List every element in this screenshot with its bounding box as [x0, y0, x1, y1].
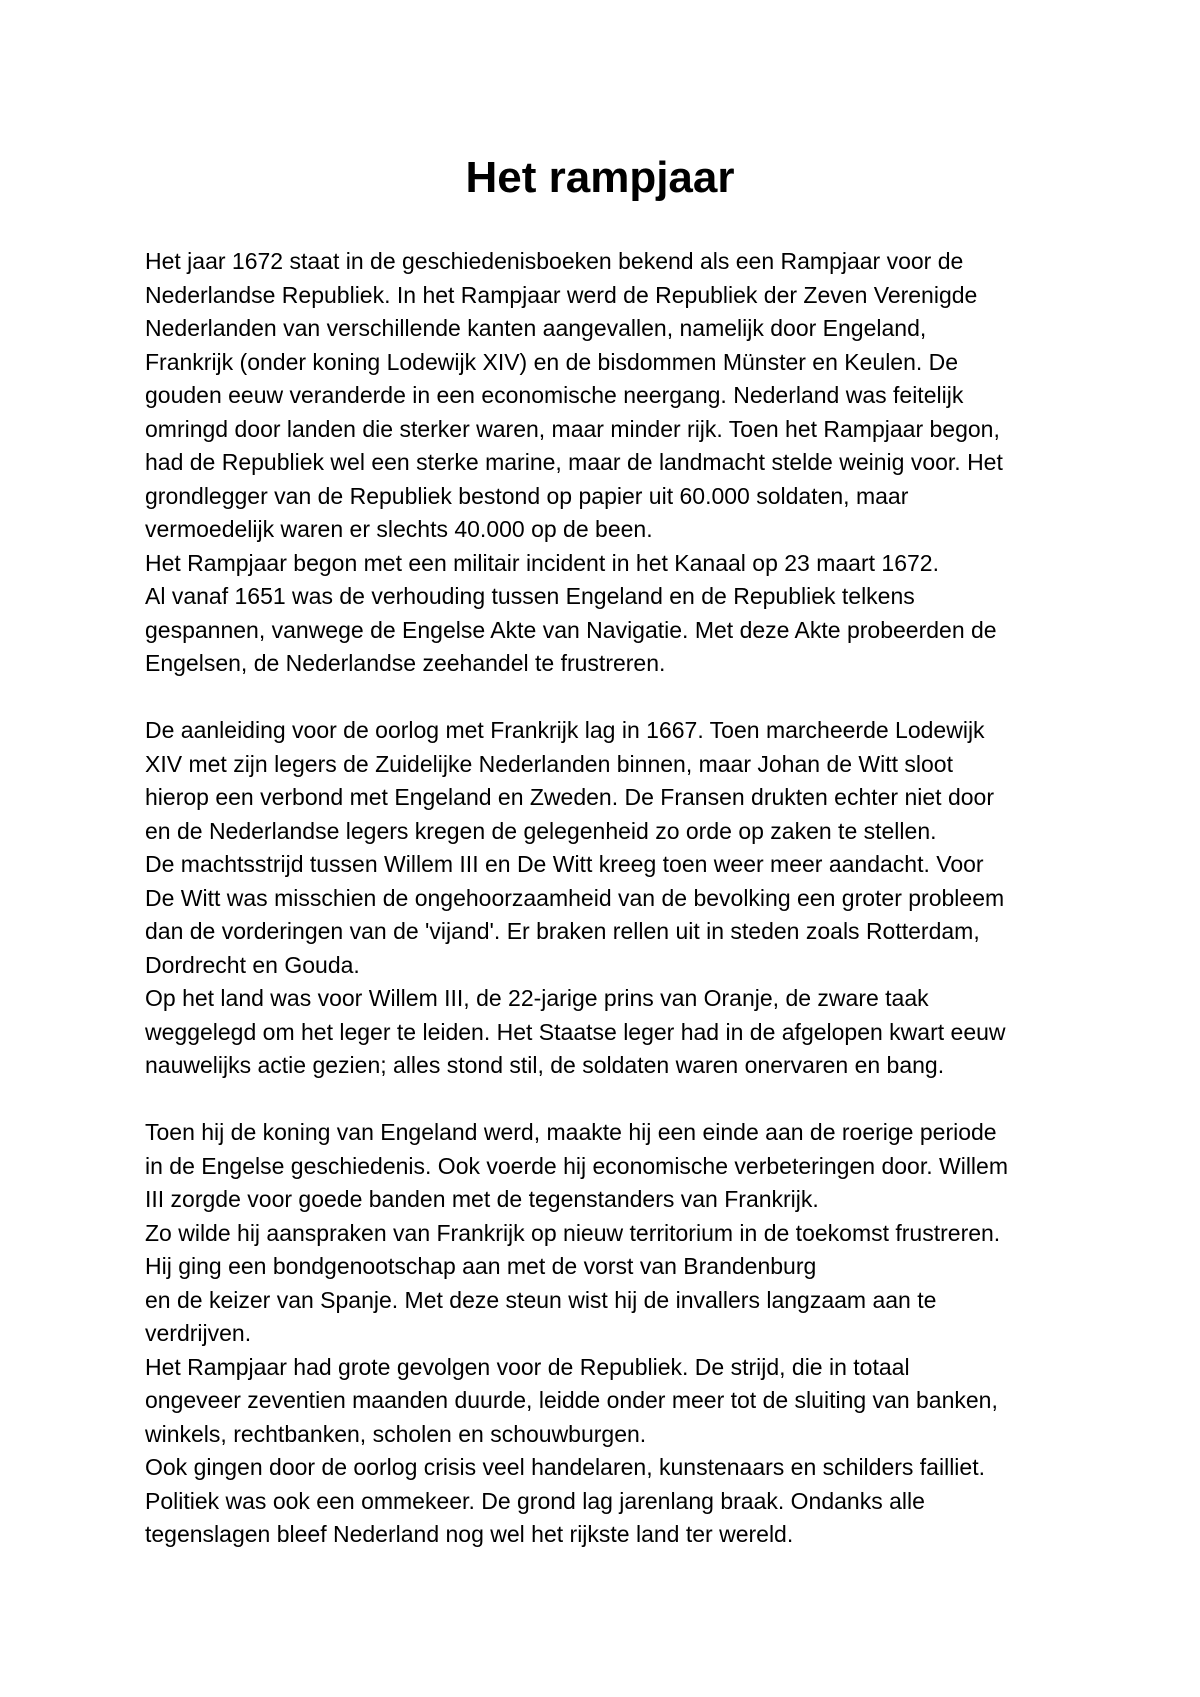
text-line: Dordrecht en Gouda. — [145, 951, 360, 978]
text-line: omringd door landen die sterker waren, maar minder rijk. Toen het Rampjaar begon, — [145, 415, 1000, 442]
text-line: XIV met zijn legers de Zuidelijke Nederlanden binnen, maar Johan de Witt sloot — [145, 750, 953, 777]
text-line: en de Nederlandse legers kregen de gelegenheid zo orde op zaken te stellen. — [145, 817, 937, 844]
text-line: in de Engelse geschiedenis. Ook voerde hij economische verbeteringen door. Willem — [145, 1152, 1008, 1179]
text-line: nauwelijks actie gezien; alles stond stil, de soldaten waren onervaren en bang. — [145, 1052, 945, 1078]
text-line: gouden eeuw veranderde in een economische neergang. Nederland was feitelijk — [145, 382, 964, 408]
text-line: verdrijven. — [145, 1320, 252, 1346]
document-title: Het rampjaar — [465, 153, 735, 202]
text-line: grondlegger van de Republiek bestond op papier uit 60.000 soldaten, maar — [145, 482, 909, 509]
text-line: ongeveer zeventien maanden duurde, leidde onder meer tot de sluiting van banken, — [145, 1387, 998, 1413]
text-line: Ook gingen door de oorlog crisis veel handelaren, kunstenaars en schilders failliet. — [145, 1454, 985, 1480]
text-line: Het Rampjaar begon met een militair incident in het Kanaal op 23 maart 1672. — [145, 549, 939, 576]
text-line: en de keizer van Spanje. Met deze steun wist hij de invallers langzaam aan te — [145, 1286, 937, 1313]
text-line: Hij ging een bondgenootschap aan met de vorst van Brandenburg — [145, 1253, 817, 1279]
text-line: De machtsstrijd tussen Willem III en De Witt kreeg toen weer meer aandacht. Voor — [145, 851, 984, 877]
text-line: tegenslagen bleef Nederland nog wel het rijkste land ter wereld. — [145, 1521, 794, 1547]
text-line: Toen hij de koning van Engeland werd, maakte hij een einde aan de roerige periode — [145, 1119, 997, 1145]
paragraph — [145, 714, 1065, 1083]
paragraph-gap — [145, 681, 1065, 715]
text-line: Nederlandse Republiek. In het Rampjaar werd de Republiek der Zeven Verenigde — [145, 281, 978, 308]
text-line: De aanleiding voor de oorlog met Frankrijk lag in 1667. Toen marcheerde Lodewijk — [145, 717, 985, 743]
document-body — [145, 245, 1065, 1552]
paragraph — [145, 1116, 1065, 1552]
text-line: hierop een verbond met Engeland en Zweden. De Fransen drukten echter niet door — [145, 784, 994, 810]
text-line: III zorgde voor goede banden met de tegenstanders van Frankrijk. — [145, 1186, 819, 1212]
text-line: gespannen, vanwege de Engelse Akte van Navigatie. Met deze Akte probeerden de — [145, 616, 997, 643]
text-line: dan de vorderingen van de 'vijand'. Er braken rellen uit in steden zoals Rotterdam, — [145, 918, 980, 944]
text-line: De Witt was misschien de ongehoorzaamheid van de bevolking een groter probleem — [145, 884, 1005, 911]
text-line: Op het land was voor Willem III, de 22-jarige prins van Oranje, de zware taak — [145, 985, 929, 1011]
text-line: winkels, rechtbanken, scholen en schouwburgen. — [145, 1420, 647, 1447]
text-line: had de Republiek wel een sterke marine, maar de landmacht stelde weinig voor. Het — [145, 449, 1003, 475]
paragraph — [145, 245, 1065, 681]
text-line: Frankrijk (onder koning Lodewijk XIV) en de bisdommen Münster en Keulen. De — [145, 348, 959, 375]
text-line: Al vanaf 1651 was de verhouding tussen Engeland en de Republiek telkens — [145, 583, 915, 609]
text-line: Zo wilde hij aanspraken van Frankrijk op nieuw territorium in de toekomst frustreren. — [145, 1219, 1001, 1246]
paragraph-gap — [145, 1083, 1065, 1117]
text-line: Het Rampjaar had grote gevolgen voor de Republiek. De strijd, die in totaal — [145, 1353, 910, 1380]
text-line: Het jaar 1672 staat in de geschiedenisboeken bekend als een Rampjaar voor de — [145, 248, 964, 274]
text-line: Nederlanden van verschillende kanten aangevallen, namelijk door Engeland, — [145, 315, 927, 341]
text-line: Politiek was ook een ommekeer. De grond lag jarenlang braak. Ondanks alle — [145, 1487, 925, 1514]
text-line: weggelegd om het leger te leiden. Het Staatse leger had in de afgelopen kwart eeuw — [145, 1018, 1006, 1045]
text-line: vermoedelijk waren er slechts 40.000 op de been. — [145, 516, 653, 542]
text-line: Engelsen, de Nederlandse zeehandel te frustreren. — [145, 650, 666, 676]
